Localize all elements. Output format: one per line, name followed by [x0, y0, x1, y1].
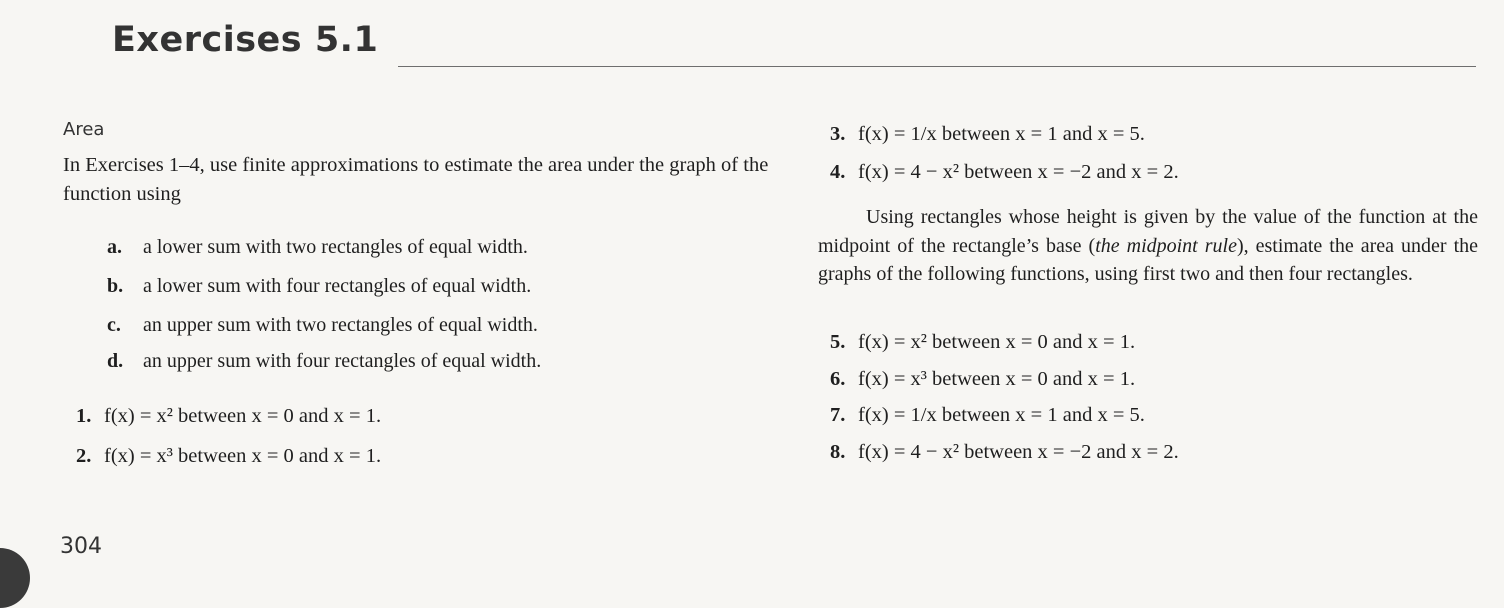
page-title: Exercises 5.1	[112, 20, 379, 60]
option-item-d	[107, 350, 541, 373]
instructions-text: In Exercises 1–4, use finite approximations to estimate the area under the graph of the function using	[63, 154, 769, 205]
exercise-number: 6.	[830, 368, 846, 390]
option-text: a lower sum with four rectangles of equal width.	[143, 275, 532, 297]
exercise-text: f(x) = x³ between x = 0 and x = 1.	[104, 445, 382, 467]
exercise-text: f(x) = x³ between x = 0 and x = 1.	[858, 368, 1136, 390]
option-text: a lower sum with two rectangles of equal width.	[143, 236, 528, 258]
exercise-number: 8.	[830, 441, 846, 463]
exercise-number: 2.	[76, 445, 92, 467]
option-label: d.	[107, 350, 124, 372]
exercise-text: f(x) = x² between x = 0 and x = 1.	[104, 405, 382, 427]
exercise-2	[76, 445, 381, 468]
section-heading: Area	[63, 119, 105, 140]
midpoint-rule-term: the midpoint rule	[1095, 234, 1237, 257]
option-text: an upper sum with four rectangles of equal width.	[143, 350, 542, 372]
exercise-4	[830, 161, 1179, 184]
page-number: 304	[60, 534, 102, 559]
exercise-number: 3.	[830, 123, 846, 145]
exercise-number: 7.	[830, 404, 846, 426]
exercise-7	[830, 404, 1145, 427]
exercise-text: f(x) = x² between x = 0 and x = 1.	[858, 331, 1136, 353]
exercise-number: 4.	[830, 161, 846, 183]
exercise-number: 1.	[76, 405, 92, 427]
exercise-6	[830, 368, 1135, 391]
midpoint-text-before: Using rectangles whose height is given by the value of the function at the midpoint of the rectangle’s base (	[818, 206, 1478, 257]
exercise-3	[830, 123, 1145, 146]
midpoint-text-after: ), estimate the area under the graphs of the following functions, using first two and then four rectangles.	[818, 234, 1479, 285]
option-label: b.	[107, 275, 124, 297]
title-divider	[398, 66, 1476, 67]
option-label: a.	[107, 236, 122, 258]
exercise-number: 5.	[830, 331, 846, 353]
exercise-1	[76, 405, 381, 428]
exercise-5	[830, 331, 1135, 354]
exercise-text: f(x) = 1/x between x = 1 and x = 5.	[858, 123, 1145, 145]
option-item-b	[107, 275, 531, 298]
exercise-text: f(x) = 4 − x² between x = −2 and x = 2.	[858, 441, 1179, 463]
exercise-8	[830, 441, 1179, 464]
exercise-text: f(x) = 4 − x² between x = −2 and x = 2.	[858, 161, 1179, 183]
midpoint-rule-paragraph	[818, 203, 1478, 289]
option-item-c	[107, 314, 538, 337]
option-label: c.	[107, 314, 121, 336]
exercise-text: f(x) = 1/x between x = 1 and x = 5.	[858, 404, 1145, 426]
option-item-a	[107, 236, 528, 259]
option-text: an upper sum with two rectangles of equal width.	[143, 314, 538, 336]
page-corner-shadow	[0, 548, 30, 608]
